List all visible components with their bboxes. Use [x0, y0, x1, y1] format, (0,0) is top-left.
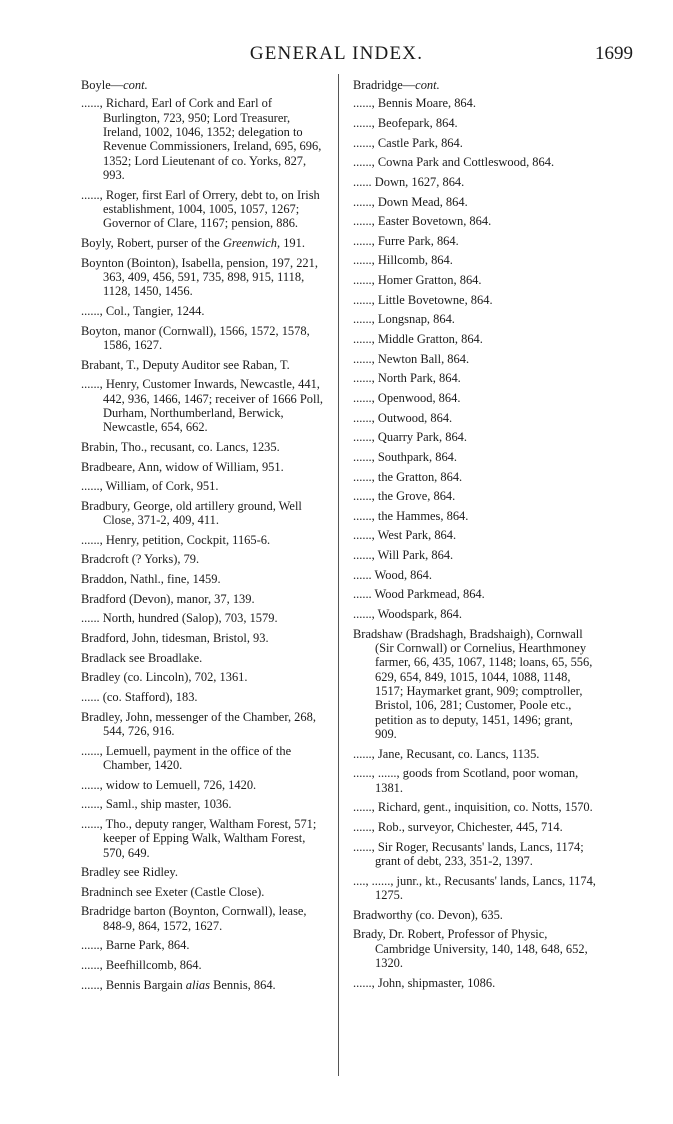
index-entry: ......, Rob., surveyor, Chichester, 445, 714. [353, 819, 563, 834]
index-entry: ......, Quarry Park, 864. [353, 430, 467, 445]
index-entry: ......, the Hammes, 864. [353, 508, 469, 523]
index-entry: ......, Richard, gent., inquisition, co. Notts, 1570. [353, 800, 593, 815]
index-entry: Bradlack see Broadlake. [81, 650, 203, 665]
index-entry: ......, Jane, Recusant, co. Lancs, 1135. [353, 746, 540, 761]
index-entry: ......, widow to Lemuell, 726, 1420. [81, 777, 257, 792]
index-entry: ......, Lemuell, payment in the office of the Chamber, 1420. [81, 743, 292, 772]
index-entry: ...... (co. Stafford), 183. [81, 689, 198, 704]
index-entry: ...... Wood Parkmead, 864. [353, 587, 485, 602]
index-entry: ......, Longsnap, 864. [353, 312, 455, 327]
entry-list [81, 96, 325, 992]
page-header [0, 43, 673, 69]
index-entry: Boynton (Bointon), Isabella, pension, 197, 221, 363, 409, 456, 591, 735, 898, 915, 1118, 1128, 1450, 1456. [81, 255, 318, 299]
index-entry: ......, Tho., deputy ranger, Waltham Forest, 571; keeper of Epping Walk, Waltham Forest, 570, 649. [81, 816, 317, 860]
index-entry: ......, West Park, 864. [353, 528, 457, 543]
index-entry: ......, Richard, Earl of Cork and Earl of Burlington, 723, 950; Lord Treasurer, Ireland, 1002, 1046, 1352; delegation to Revenue Commissioners, Ireland, 695, 696, 1352; Lord Lieutenant of co. Yorks, 827, 993. [81, 96, 322, 183]
index-entry: ......, Little Bovetowne, 864. [353, 292, 493, 307]
index-entry: ......, John, shipmaster, 1086. [353, 975, 496, 990]
index-entry: ......, Hillcomb, 864. [353, 253, 453, 268]
index-entry: ......, the Gratton, 864. [353, 469, 463, 484]
continued-heading: Boyle—cont. [81, 78, 148, 92]
index-entry: Brady, Dr. Robert, Professor of Physic, Cambridge University, 140, 148, 648, 652, 1320. [353, 927, 588, 970]
index-entry: ......, Cowna Park and Cottleswood, 864. [353, 155, 555, 170]
right-column [353, 78, 597, 995]
index-entry: ......, Roger, first Earl of Orrery, debt to, on Irish establishment, 1004, 1005, 1057, 1267; Governor of Clare, 1167; pension, 886. [81, 187, 320, 231]
index-entry: ...... North, hundred (Salop), 703, 1579. [81, 611, 278, 626]
index-entry: ...., ......, junr., kt., Recusants' lands, Lancs, 1174, 1275. [353, 873, 596, 902]
index-entry: ......, Openwood, 864. [353, 390, 461, 405]
index-entry: ......, Southpark, 864. [353, 449, 457, 464]
index-entry: ......, Bennis Moare, 864. [353, 96, 476, 111]
index-entry: ......, Beefhillcomb, 864. [81, 958, 202, 973]
left-column [81, 78, 325, 997]
index-entry: ......, Down Mead, 864. [353, 194, 468, 209]
index-entry: ......, Henry, Customer Inwards, Newcastle, 441, 442, 936, 1466, 1467; receiver of 1666 Poll, Durham, Northumberland, Berwick, Newcastle, 654, 662. [81, 377, 324, 435]
index-entry: Brabin, Tho., recusant, co. Lancs, 1235. [81, 439, 280, 454]
index-entry: Brabant, T., Deputy Auditor see Raban, T. [81, 357, 290, 372]
index-entry: ...... Wood, 864. [353, 567, 432, 582]
index-entry: ......, Furre Park, 864. [353, 233, 459, 248]
index-entry: Bradford (Devon), manor, 37, 139. [81, 591, 255, 606]
index-entry: Braddon, Nathl., fine, 1459. [81, 572, 221, 587]
continued-heading: Bradridge—cont. [353, 78, 440, 92]
entry-list [353, 96, 597, 990]
index-entry: ......, Outwood, 864. [353, 410, 453, 425]
index-entry: ......, ......, goods from Scotland, poor woman, 1381. [353, 766, 579, 795]
index-entry: ......, Barne Park, 864. [81, 938, 190, 953]
index-entry: Bradley see Ridley. [81, 865, 178, 880]
column-divider [338, 74, 339, 1076]
index-entry: Bradbeare, Ann, widow of William, 951. [81, 459, 284, 474]
index-entry: ......, Saml., ship master, 1036. [81, 797, 232, 812]
index-entry: Bradford, John, tidesman, Bristol, 93. [81, 631, 269, 646]
index-entry: Bradshaw (Bradshagh, Bradshaigh), Cornwall (Sir Cornwall) or Cornelius, Hearthmoney farmer, 66, 435, 1067, 1148; loans, 65, 556, 629, 654, 849, 1015, 1044, 1088, 1148, 1517; Haymarket grant, 909; comptroller, Bristol, 106, 281; Customer, Poole etc., petition as to deputy, 1451, 1496; grant, 909. [353, 626, 593, 742]
index-entry: Bradley (co. Lincoln), 702, 1361. [81, 670, 248, 685]
index-entry: ......, Newton Ball, 864. [353, 351, 470, 366]
index-entry: ......, North Park, 864. [353, 371, 461, 386]
index-entry: ......, Will Park, 864. [353, 548, 454, 563]
index-entry: ......, Sir Roger, Recusants' lands, Lancs, 1174; grant of debt, 233, 351-2, 1397. [353, 839, 584, 868]
index-entry: Bradbury, George, old artillery ground, Well Close, 371-2, 409, 411. [81, 498, 302, 528]
index-entry: ......, Col., Tangier, 1244. [81, 304, 205, 318]
index-entry: ......, William, of Cork, 951. [81, 479, 219, 494]
index-entry: ......, the Grove, 864. [353, 489, 456, 504]
page-title: GENERAL INDEX. [249, 43, 424, 64]
index-entry: Bradridge barton (Boynton, Cornwall), lease, 848-9, 864, 1572, 1627. [81, 904, 307, 933]
index-entry: ......, Woodspark, 864. [353, 607, 462, 621]
page-number: 1699 [595, 43, 633, 64]
index-entry: Boyton, manor (Cornwall), 1566, 1572, 1578, 1586, 1627. [81, 323, 310, 352]
index-entry: Bradworthy (co. Devon), 635. [353, 907, 503, 922]
index-entry: ......, Homer Gratton, 864. [353, 273, 482, 288]
index-entry: ......, Bennis Bargain alias Bennis, 864. [81, 977, 276, 992]
index-entry: ......, Beofepark, 864. [353, 115, 458, 130]
index-entry: Bradninch see Exeter (Castle Close). [81, 884, 265, 899]
index-entry: ......, Middle Gratton, 864. [353, 332, 483, 347]
index-entry: ...... Down, 1627, 864. [353, 174, 465, 189]
index-entry: ......, Henry, petition, Cockpit, 1165-6. [81, 532, 271, 547]
index-entry: ......, Easter Bovetown, 864. [353, 214, 492, 229]
index-entry: Bradcroft (? Yorks), 79. [81, 552, 200, 567]
index-entry: Boyly, Robert, purser of the Greenwich, 191. [81, 236, 305, 251]
index-entry: Bradley, John, messenger of the Chamber, 268, 544, 726, 916. [81, 709, 316, 738]
index-entry: ......, Castle Park, 864. [353, 135, 463, 150]
